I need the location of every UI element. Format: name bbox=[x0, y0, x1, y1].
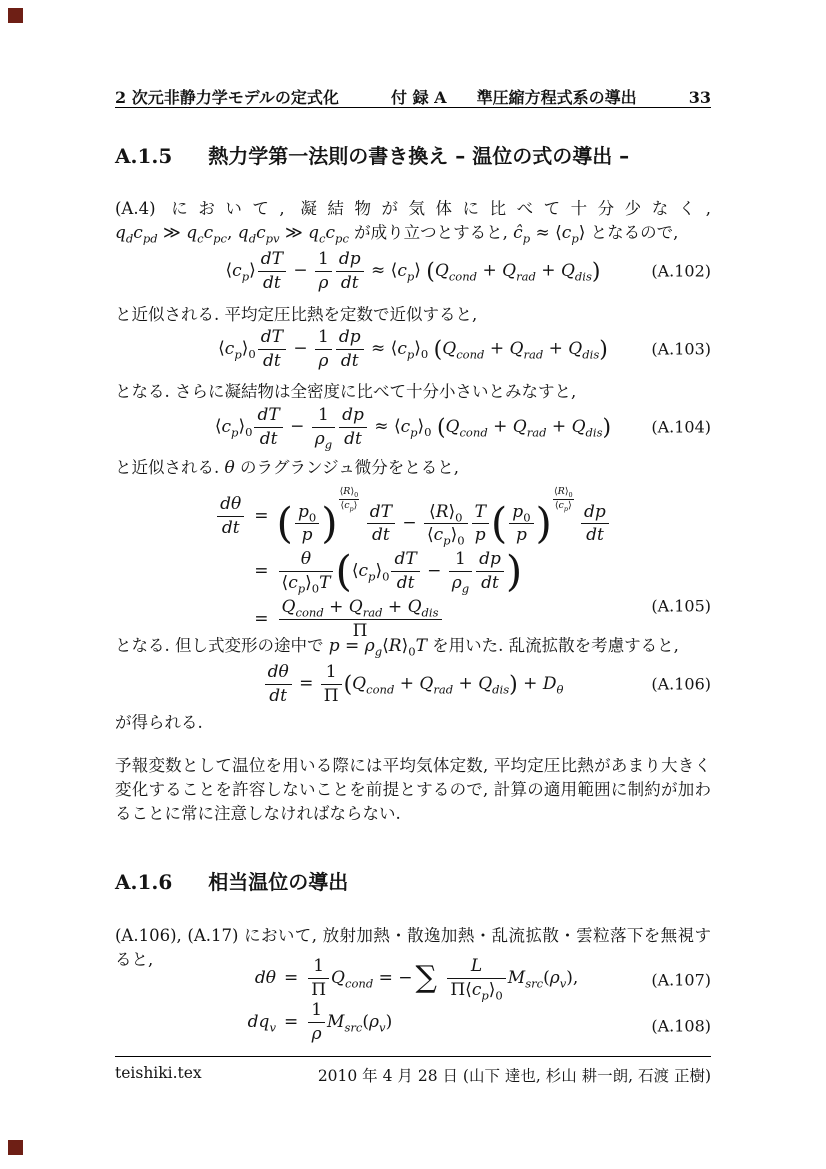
equation-a103 bbox=[115, 326, 711, 372]
paragraph-6: が得られる. bbox=[115, 713, 203, 732]
equation-a104-body: $⟨c_p⟩_0$ $\frac{dT}{dt}$ − $\frac{1}{\rho_g}$ $\frac{dp}{dt}$ ≈ $⟨c_p⟩_0$ $(Q_{cond} + Q_{rad} + Q_{dis})$ bbox=[214, 405, 612, 451]
footer-rule bbox=[115, 1056, 711, 1057]
equals-sign: = bbox=[283, 1012, 299, 1032]
footer-date-authors: 2010 年 4 月 28 日 (山下 達也, 杉山 耕一朗, 石渡 正樹) bbox=[317, 1067, 711, 1085]
section-heading-a16 bbox=[115, 866, 711, 895]
equals-sign: = bbox=[254, 609, 269, 629]
equation-a105-line1: ( $\frac{p_0}{p}$ ) $\frac{⟨R⟩_0}{⟨c_p⟩}$ $\frac{dT}{dt}$ − $\frac{⟨R⟩_0}{⟨c_p⟩_0}$ $\frac{T}{p}$ ( $\frac{p_0}{p}$ ) $\frac{⟨R⟩_0}{⟨c_p⟩}$ $\frac{dp}{dt}$ bbox=[277, 513, 611, 533]
equals-sign: = bbox=[254, 561, 269, 581]
corner-marker-bottom bbox=[8, 1140, 23, 1155]
paragraph-3: となる. さらに凝結物は全密度に比べて十分小さいとみなすと, bbox=[115, 382, 577, 401]
equation-a108-rhs: $\frac{1}{\rho}$ $M_{src}(\rho_v)$ bbox=[306, 1012, 392, 1032]
equals-sign: = bbox=[283, 968, 299, 988]
equation-a106-tag: (A.106) bbox=[651, 674, 711, 694]
equation-a108-tag: (A.108) bbox=[651, 1016, 711, 1036]
header-appendix-title: 準圧縮方程式系の導出 bbox=[476, 88, 637, 107]
paragraph-4: と近似される. θ のラグランジュ微分をとると, bbox=[115, 458, 459, 478]
equation-a107-tag: (A.107) bbox=[651, 970, 711, 990]
section-number: A.1.6 bbox=[115, 870, 173, 894]
running-header bbox=[115, 85, 711, 108]
equals-sign: = bbox=[254, 506, 269, 526]
equation-a105-line2: $\frac{\theta}{⟨c_p⟩_0T}$ ($⟨c_p⟩_0$ $\frac{dT}{dt}$ − $\frac{1}{\rho_g}$ $\frac{dp}{dt}$ ) bbox=[277, 561, 523, 581]
equation-a102-tag: (A.102) bbox=[651, 261, 711, 281]
header-appendix-label: 付 録 A bbox=[391, 88, 447, 107]
paragraph-8: (A.106), (A.17) において, 放射加熱・散逸加熱・乱流拡散・雲粒落下を無視すると, bbox=[115, 926, 711, 969]
equation-a107-rhs: $\frac{1}{\Pi}$ $Q_{cond}$ = − ∑ $\frac{L}{\Pi⟨c_p⟩_0}$ $M_{src}(\rho_v)$, bbox=[306, 968, 578, 988]
section-heading-a15 bbox=[115, 140, 711, 169]
page-footer bbox=[115, 1064, 711, 1086]
equation-a107-a108-align bbox=[248, 956, 579, 1044]
corner-marker-top bbox=[8, 8, 23, 23]
equation-a103-body: $⟨c_p⟩_0$ $\frac{dT}{dt}$ − $\frac{1}{\rho}$ $\frac{dp}{dt}$ ≈ $⟨c_p⟩_0$ $(Q_{cond} + Q_{rad} + Q_{dis})$ bbox=[218, 327, 608, 371]
equation-a106-body: $\frac{d\theta}{dt}$ = $\frac{1}{\Pi}$ $(Q_{cond} + Q_{rad} + Q_{dis}) + D_\theta$ bbox=[263, 663, 564, 705]
section-title: 相当温位の導出 bbox=[208, 870, 349, 894]
section-title: 熱力学第一法則の書き換え – 温位の式の導出 – bbox=[208, 144, 630, 168]
header-rule bbox=[115, 107, 711, 108]
equation-a105-lhs: $\frac{d\theta}{dt}$ bbox=[215, 506, 246, 526]
equation-a105-tag: (A.105) bbox=[651, 596, 711, 616]
equation-a107-a108 bbox=[115, 956, 711, 1048]
paragraph-1: (A.4) において, 凝結物が気体に比べて十分少なく, $q_dc_{pd}$ ≫ $q_cc_{pc}$, $q_dc_{pv}$ ≫ $q_cc_{pc}$ が成り立つとすると, $ĉ_p$ ≈ $⟨c_p⟩$ となるので, bbox=[115, 199, 711, 246]
equation-a107-lhs: dθ bbox=[254, 968, 276, 988]
header-chapter-title: 2 次元非静力学モデルの定式化 bbox=[115, 88, 339, 107]
equation-a104-tag: (A.104) bbox=[651, 417, 711, 437]
equation-a108-lhs: $dq_v$ bbox=[247, 1012, 276, 1035]
paragraph-5: となる. 但し式変形の途中で $p = \rho_g⟨R⟩_0T$ を用いた. 乱流拡散を考慮すると, bbox=[115, 636, 679, 659]
paragraph-2: と近似される. 平均定圧比熱を定数で近似すると, bbox=[115, 305, 478, 324]
equation-a104 bbox=[115, 404, 711, 450]
equation-a102 bbox=[115, 248, 711, 294]
section-number: A.1.5 bbox=[115, 144, 173, 168]
equation-a106 bbox=[115, 662, 711, 706]
footer-filename: teishiki.tex bbox=[115, 1064, 202, 1082]
equation-a102-body: $⟨c_p⟩$ $\frac{dT}{dt}$ − $\frac{1}{\rho}$ $\frac{dp}{dt}$ ≈ $⟨c_p⟩$ $(Q_{cond} + Q_{rad} + Q_{dis})$ bbox=[225, 249, 601, 293]
paragraph-7: 予報変数として温位を用いる際には平均気体定数, 平均定圧比熱があまり大きく変化することを許容しないことを前提とするので, 計算の適用範囲に制約が加わることに常に注意しなければならない. bbox=[115, 756, 711, 823]
page-number: 33 bbox=[688, 88, 711, 107]
equation-a105-align bbox=[215, 486, 611, 642]
equation-a105-line3: $Q_{cond} + Q_{rad} + Q_{dis}$ Π bbox=[277, 609, 444, 629]
equation-a105 bbox=[115, 486, 711, 642]
equation-a103-tag: (A.103) bbox=[651, 339, 711, 359]
header-appendix bbox=[391, 85, 637, 108]
